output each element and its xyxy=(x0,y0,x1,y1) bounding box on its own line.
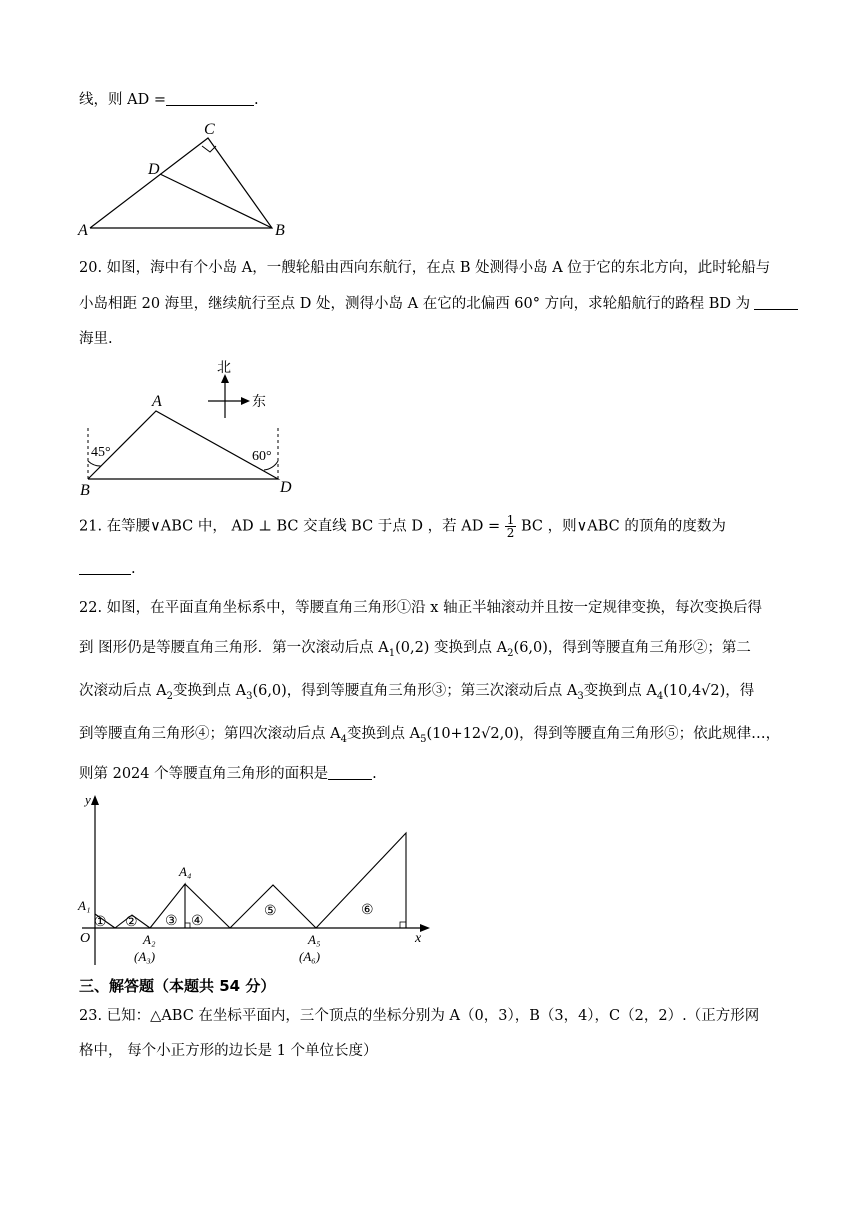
answer-blank xyxy=(166,91,254,106)
label-b: B xyxy=(80,482,90,499)
triangle-2-label: ② xyxy=(125,915,138,930)
triangle-1-label: ① xyxy=(94,915,107,930)
point-a3-label: (A₃) xyxy=(134,949,156,964)
question-21-line-2: . xyxy=(79,560,136,577)
figure-navigation xyxy=(80,358,310,498)
answer-blank xyxy=(754,295,798,310)
question-21-text-2: BC ，则∨ABC 的顶角的度数为 xyxy=(520,518,726,535)
question-21-line-1 xyxy=(79,514,726,539)
question-19-tail: 线，则 AD = . xyxy=(79,92,259,108)
question-20-line-2 xyxy=(79,292,798,313)
figure-rolling-triangles xyxy=(70,790,440,970)
label-b: B xyxy=(275,222,285,239)
section-3-title: 三、解答题（本题共 54 分） xyxy=(79,977,276,995)
y-axis-label: y xyxy=(85,792,91,807)
question-23-line-1: 23. 已知：△ABC 在坐标平面内，三个顶点的坐标分别为 A（0，3），B（3，4），C（2，2）.（正方形网 xyxy=(79,1008,760,1024)
question-22-line-3: 次滚动后点 $A_2$变换到点 $A_3(6,0)$，得到等腰直角三角形③；第三次滚动后点 $A_3$变换到点 $A_4(10,4√2)$，得 xyxy=(79,683,755,702)
point-a6-label: (A₆) xyxy=(299,949,321,964)
origin-label: O xyxy=(80,931,91,946)
label-a: A xyxy=(152,393,162,410)
question-20-text: 小岛相距 20 海里，继续航行至点 D 处，测得小岛 A 在它的北偏西 60° 方向，求轮船航行的路程 BD 为 xyxy=(79,296,751,312)
question-22-line-1: 22. 如图，在平面直角坐标系中，等腰直角三角形①沿 x 轴正半轴滚动并且按一定规律变换，每次变换后得 xyxy=(79,600,763,616)
answer-blank xyxy=(328,765,372,780)
question-21-text: 21. 在等腰∨ABC 中， AD ⊥ BC 交直线 BC 于点 D ，若 AD = xyxy=(79,518,501,535)
fraction-one-half: $\frac{1}{2}$ xyxy=(506,513,515,540)
question-19-text: 线，则 AD = xyxy=(79,92,166,108)
question-22-line-2: 到 图形仍是等腰直角三角形．第一次滚动后点 $A_1(0,2)$ 变换到点 $A_2(6,0)$，得到等腰直角三角形②；第二 xyxy=(79,640,751,659)
point-a4-label: A₄ xyxy=(179,864,192,879)
point-a5-label: A₅ xyxy=(308,932,321,947)
triangle-6-label: ⑥ xyxy=(361,903,374,918)
east-label: 东 xyxy=(252,395,266,410)
north-label: 北 xyxy=(217,361,231,376)
triangle-5-label: ⑤ xyxy=(264,904,277,919)
question-23-line-2: 格中， 每个小正方形的边长是 1 个单位长度） xyxy=(79,1043,378,1059)
point-a2-label: A₂ xyxy=(143,932,156,947)
question-20-line-1: 20. 如图，海中有个小岛 A，一艘轮船由西向东航行，在点 B 处测得小岛 A 位于它的东北方向，此时轮船与 xyxy=(79,260,771,276)
question-22-line-4: 到等腰直角三角形④；第四次滚动后点 $A_4$变换到点 $A_5(10+12√2,0)$，得到等腰直角三角形⑤；依此规律…， xyxy=(79,726,781,745)
question-20-line-3: 海里. xyxy=(79,331,113,347)
figure-triangle-abc xyxy=(80,118,300,240)
label-d: D xyxy=(148,161,160,178)
angle-45-label: 45° xyxy=(91,445,111,460)
label-a: A xyxy=(78,222,88,239)
label-d: D xyxy=(280,479,292,496)
point-a1-label: A₁ xyxy=(78,898,91,913)
x-axis-label: x xyxy=(415,931,422,946)
answer-blank xyxy=(79,560,131,575)
triangle-3-label: ③ xyxy=(165,914,178,929)
label-c: C xyxy=(204,121,215,138)
triangle-4-label: ④ xyxy=(191,914,204,929)
angle-60-label: 60° xyxy=(252,449,272,464)
question-22-line-5: 则第 2024 个等腰直角三角形的面积是 . xyxy=(79,766,377,782)
